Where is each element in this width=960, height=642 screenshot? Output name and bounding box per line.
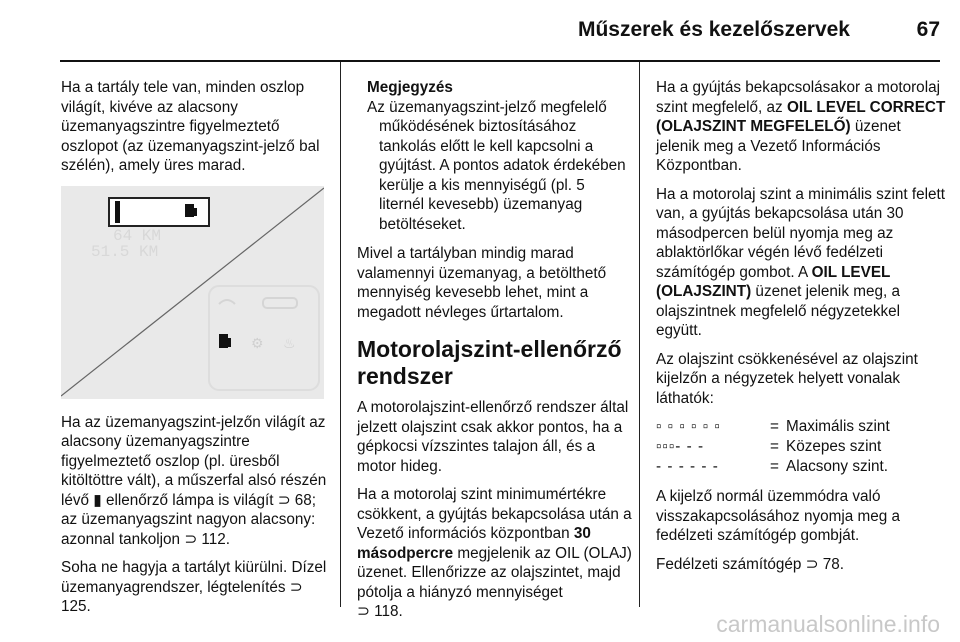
page-number: 67	[916, 18, 940, 41]
oil-level-row: ▫▫▫- - - = Közepes szint	[656, 438, 882, 456]
note-title: Megjegyzés	[367, 79, 453, 96]
page-title: Műszerek és kezelőszervek	[577, 18, 850, 41]
page-header	[0, 0, 960, 62]
paragraph: Ha a gyújtás bekapcsolásakor a motorolaj szint megfelelő, az OIL LEVEL CORRECT (OLAJSZINT MEGFELELŐ) üzenet jelenik meg a Vezető Információs Központban.	[656, 79, 946, 174]
note-body: Az üzemanyagszint-jelző megfelelő működésének biztosításához tankolás előtt le kell kapcsolni a gyújtást. A pontos adatok érdekében kerülje a kis mennyiségű (pl. 5 liternél kevesebb) üzemanyag betöltéseket.	[367, 98, 626, 233]
header-rule	[60, 60, 940, 62]
section-heading: Motorolajszint-ellenőrző rendszer	[357, 336, 622, 389]
paragraph: Az olajszint csökkenésével az olajszint kijelzőn a négyzetek helyett vonalak láthatók:	[656, 350, 918, 407]
column-divider	[340, 62, 341, 607]
instrument-cluster-illustration	[61, 186, 324, 399]
level-label: Közepes szint	[786, 438, 882, 456]
oil-level-legend	[656, 417, 946, 477]
watermark: carmanualsonline.info	[716, 611, 940, 637]
paragraph: A motorolajszint-ellenőrző rendszer által jelzett olajszint csak akkor pontos, ha a gépkocsi vízszintes talajon áll, és a motor hideg.	[357, 399, 629, 475]
svg-text:⚙: ⚙	[251, 334, 264, 351]
column-1	[61, 78, 329, 626]
oil-level-row: ▫ ▫ ▫ ▫ ▫ ▫ = Maximális szint	[656, 418, 890, 436]
column-3	[656, 78, 946, 583]
paragraph: A kijelző normál üzemmódra való visszakapcsolásához nyomja meg a fedélzeti számítógép gombját.	[656, 488, 901, 544]
oil-level-row: - - - - - - = Alacsony szint.	[656, 458, 889, 476]
column-divider	[639, 62, 640, 607]
display-text-2: 51.5 KM	[91, 242, 159, 261]
paragraph: Fedélzeti számítógép ⊃ 78.	[656, 555, 844, 573]
column-2	[357, 78, 632, 631]
note-box	[367, 78, 632, 234]
level-symbols: ▫ ▫ ▫ ▫ ▫ ▫	[656, 418, 721, 436]
level-label: Maximális szint	[786, 418, 890, 436]
paragraph: Ha a motorolaj szint a minimális szint felett van, a gyújtás bekapcsolása után 30 másodpercen belül nyomja meg az ablaktörlőkar végén lévő fedélzeti számítógép gombot. A OIL LEVEL (OLAJSZINT) üzenet jelenik meg, a olajszintnek megfelelő négyzetekkel együtt.	[656, 185, 946, 339]
paragraph: Ha az üzemanyagszint-jelzőn világít az alacsony üzemanyagszintre figyelmeztető oszlop (pl. üresből kitöltöttre vált), a műszerfal alsó részén lévő ▮ ellenőrző lámpa is világít ⊃ 68; az üzemanyagszint nagyon alacsony: azonnal tankoljon ⊃ 112.	[61, 413, 327, 548]
paragraph: Mivel a tartályban mindig marad valamennyi üzemanyag, a betölthető mennyiség kevesebb lehet, mint a megadott névleges űrtartalom.	[357, 245, 607, 321]
paragraph: Soha ne hagyja a tartályt kiürülni. Dízel üzemanyagrendszer, légtelenítés ⊃ 125.	[61, 559, 327, 615]
level-label: Alacsony szint.	[786, 458, 889, 476]
paragraph: Ha a tartály tele van, minden oszlop világít, kivéve az alacsony üzemanyagszintre figyelmeztető oszlopot (az üzemanyagszint-jelző bal szélén), amely üres marad.	[61, 79, 320, 174]
display-text-1: 64 KM	[113, 226, 162, 245]
level-symbols: ▫▫▫- - -	[656, 438, 705, 456]
paragraph: Ha a motorolaj szint minimumértékre csökkent, a gyújtás bekapcsolása után a Vezető információs központban 30 másodpercre megjelenik az OIL (OLAJ) üzenet. Ellenőrizze az olajszintet, majd pótolja a hiányzó mennyiséget ⊃ 118.	[357, 486, 632, 620]
svg-text:♨: ♨	[283, 334, 296, 351]
fuel-gauge-figure	[61, 186, 324, 399]
level-symbols: - - - - - -	[656, 458, 719, 476]
page-reference: ⊃ 118.	[357, 603, 403, 620]
